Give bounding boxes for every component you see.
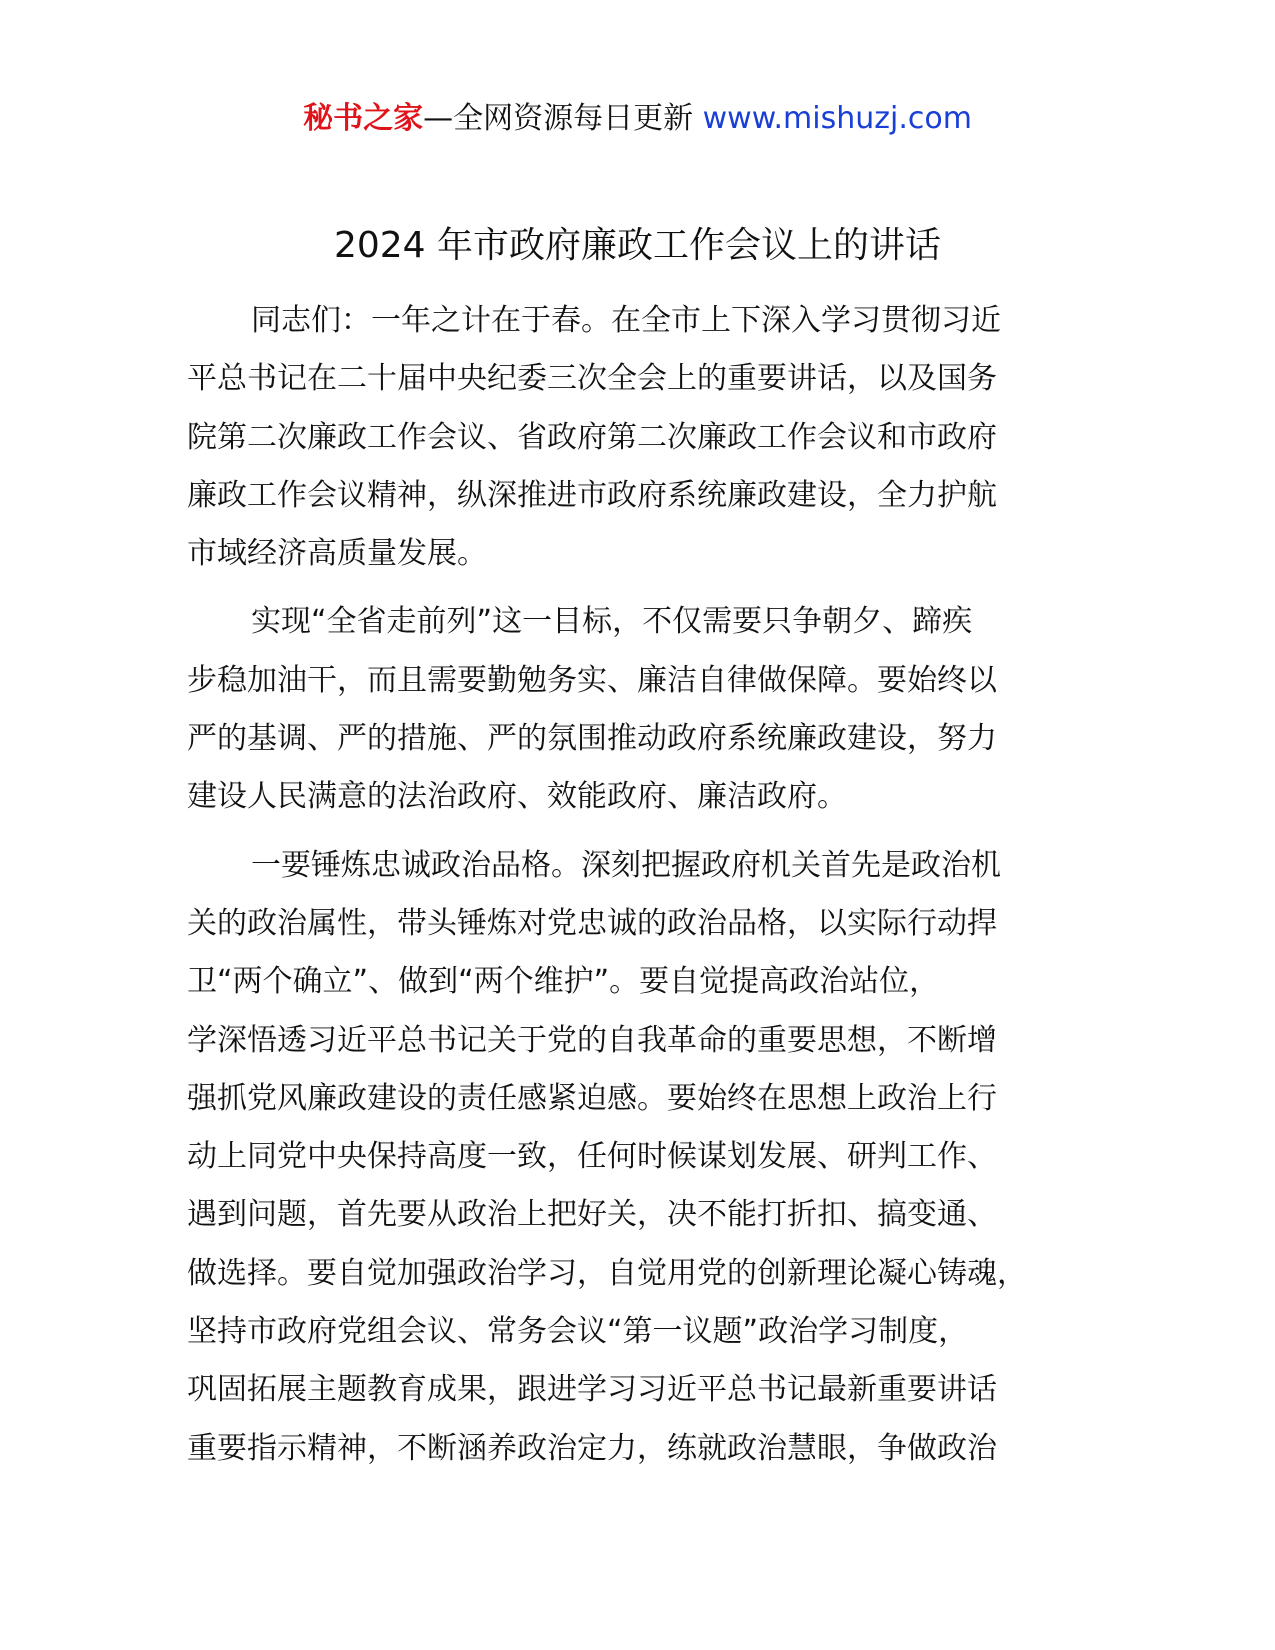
paragraph-line: 同志们：一年之计在于春。在全市上下深入学习贯彻习近 [251,303,1001,338]
paragraph [187,593,1087,826]
document-body [187,292,1087,1488]
paragraph-line: 平总书记在二十届中央纪委三次全会上的重要讲话，以及国务 [187,361,997,397]
paragraph-line: 一要锤炼忠诚政治品格。深刻把握政府机关首先是政治机 [251,847,1001,883]
paragraph-line: 卫“两个确立”、做到“两个维护”。要自觉提高政治站位， [187,964,940,1000]
paragraph-line: 动上同党中央保持高度一致，任何时候谋划发展、研判工作、 [187,1139,997,1175]
paragraph-line: 严的基调、严的措施、严的氛围推动政府系统廉政建设，努力 [187,721,997,757]
paragraph-line: 强抓党风廉政建设的责任感紧迫感。要始终在思想上政治上行 [187,1080,997,1116]
paragraph-line: 坚持市政府党组会议、常务会议“第一议题”政治学习制度， [187,1314,969,1350]
paragraph-line: 市域经济高质量发展。 [187,536,487,572]
paragraph-line: 实现“全省走前列”这一目标，不仅需要只争朝夕、蹄疾 [251,604,973,640]
document-title: 2024 年市政府廉政工作会议上的讲话 [333,225,942,266]
paragraph-line: 重要指示精神，不断涵养政治定力，练就政治慧眼，争做政治 [187,1430,997,1466]
paragraph-line: 步稳加油干，而且需要勤勉务实、廉洁自律做保障。要始终以 [187,662,997,698]
site-header [0,98,1275,140]
paragraph [187,292,1087,583]
header-tagline: —全网资源每日更新 [423,101,694,136]
paragraph-line: 学深悟透习近平总书记关于党的自我革命的重要思想，不断增 [187,1022,997,1058]
site-url-link[interactable]: www.mishuzj.com [702,101,972,136]
brand-name: 秘书之家 [303,101,424,136]
paragraph-line: 关的政治属性，带头锤炼对党忠诚的政治品格，以实际行动捍 [187,905,997,941]
paragraph-line: 做选择。要自觉加强政治学习，自觉用党的创新理论凝心铸魂， [187,1255,1027,1291]
paragraph-line: 建设人民满意的法治政府、效能政府、廉洁政府。 [187,779,847,815]
paragraph-line: 廉政工作会议精神，纵深推进市政府系统廉政建设，全力护航 [187,477,997,513]
paragraph-line: 院第二次廉政工作会议、省政府第二次廉政工作会议和市政府 [187,419,997,455]
paragraph-line: 遇到问题，首先要从政治上把好关，决不能打折扣、搞变通、 [187,1197,997,1233]
paragraph [187,837,1087,1478]
paragraph-line: 巩固拓展主题教育成果，跟进学习习近平总书记最新重要讲话 [187,1372,997,1408]
